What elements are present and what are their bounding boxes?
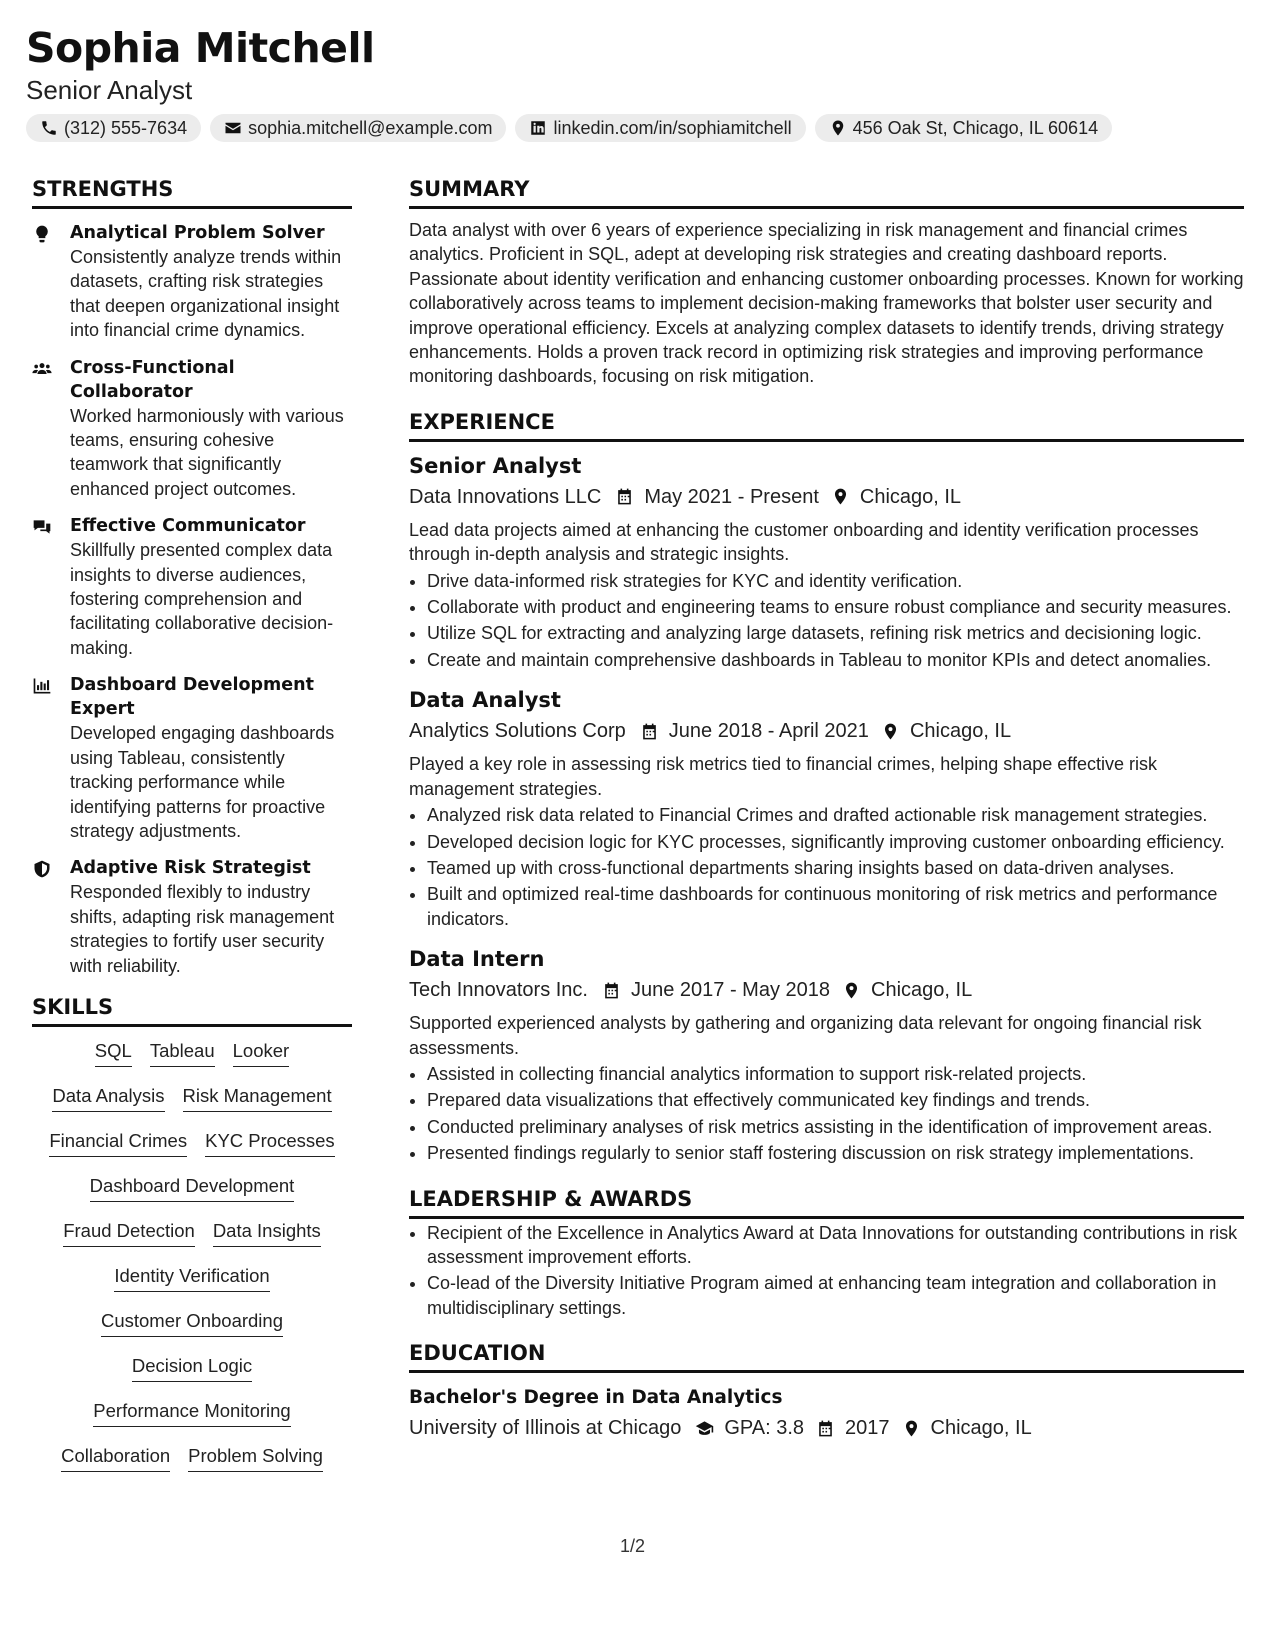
calendar-icon <box>816 1419 835 1438</box>
contact-linkedin[interactable] <box>515 114 805 142</box>
skill-row <box>61 1444 323 1489</box>
education-year: 2017 <box>845 1417 890 1440</box>
list-item: • Presented findings regularly to senior staff fostering discussion on risk strategy implementations. <box>427 1141 1244 1165</box>
strength-title: Cross-Functional Collaborator <box>70 357 235 402</box>
skill-tag: SQL <box>95 1039 132 1067</box>
graduation-cap-icon <box>695 1419 714 1438</box>
skill-tag: Financial Crimes <box>49 1129 187 1157</box>
job-entry <box>409 686 1244 931</box>
skill-tag: Dashboard Development <box>90 1174 295 1202</box>
job-bullets <box>409 803 1244 931</box>
summary-heading: SUMMARY <box>409 174 1244 209</box>
skill-row <box>101 1309 283 1354</box>
job-meta <box>409 975 1244 1005</box>
education-meta <box>409 1413 1244 1443</box>
skill-tag: Data Analysis <box>52 1084 164 1112</box>
left-column <box>32 174 352 1489</box>
list-item: • Collaborate with product and engineering teams to ensure robust compliance and security measures. <box>427 595 1244 619</box>
skill-row <box>90 1174 295 1219</box>
skill-row <box>93 1399 290 1444</box>
skill-tag: Collaboration <box>61 1444 170 1472</box>
job-location: Chicago, IL <box>909 720 1012 743</box>
awards-heading: LEADERSHIP & AWARDS <box>409 1184 1244 1219</box>
strength-item <box>32 514 352 660</box>
job-dates: June 2017 - May 2018 <box>630 979 831 1002</box>
skill-tag: KYC Processes <box>205 1129 335 1157</box>
list-item: • Drive data-informed risk strategies for KYC and identity verification. <box>427 569 1244 593</box>
education-heading: EDUCATION <box>409 1338 1244 1373</box>
map-pin-icon <box>829 119 847 137</box>
skill-tag: Tableau <box>150 1039 215 1067</box>
skill-tag: Fraud Detection <box>63 1219 195 1247</box>
job-company: Data Innovations LLC <box>409 485 602 508</box>
job-dates: May 2021 - Present <box>644 485 819 508</box>
skill-row <box>114 1264 269 1309</box>
contact-email-text: sophia.mitchell@example.com <box>248 117 493 138</box>
job-location: Chicago, IL <box>859 485 962 508</box>
contact-email[interactable] <box>210 114 506 142</box>
list-item: • Developed decision logic for KYC processes, significantly improving customer onboarding efficiency. <box>427 830 1244 854</box>
page-number: 1/2 <box>620 1536 646 1556</box>
job-company: Tech Innovators Inc. <box>409 979 588 1002</box>
strength-item <box>32 221 352 343</box>
education-location: Chicago, IL <box>930 1417 1032 1440</box>
users-icon <box>32 359 52 379</box>
education-gpa: GPA: 3.8 <box>724 1417 805 1440</box>
right-column <box>409 174 1244 1443</box>
job-entry <box>409 452 1244 672</box>
skill-tag: Problem Solving <box>188 1444 323 1472</box>
summary-section <box>409 174 1244 389</box>
education-school: University of Illinois at Chicago <box>409 1417 682 1440</box>
map-pin-icon <box>842 981 861 1000</box>
job-meta <box>409 716 1244 746</box>
skill-tag: Looker <box>233 1039 290 1067</box>
awards-list <box>409 1221 1244 1321</box>
experience-section <box>409 407 1244 1166</box>
list-item: • Co-lead of the Diversity Initiative Program aimed at enhancing team integration and collaboration in multidisciplinary settings. <box>427 1271 1244 1320</box>
strengths-section <box>32 174 352 978</box>
list-item: • Analyzed risk data related to Financial Crimes and drafted actionable risk management strategies. <box>427 803 1244 827</box>
list-item: • Assisted in collecting financial analytics information to support risk-related projects. <box>427 1062 1244 1086</box>
contact-phone[interactable] <box>26 114 201 142</box>
linkedin-icon <box>529 119 547 137</box>
list-item: • Utilize SQL for extracting and analyzing large datasets, refining risk metrics and decisioning logic. <box>427 621 1244 645</box>
comments-icon <box>32 517 52 537</box>
list-item: • Recipient of the Excellence in Analytics Award at Data Innovations for outstanding contributions in risk assessment improvement efforts. <box>427 1221 1244 1270</box>
job-description: Lead data projects aimed at enhancing the customer onboarding and identity verification processes through in-depth analysis and strategic insights. <box>409 519 1199 565</box>
skill-tag: Identity Verification <box>114 1264 269 1292</box>
job-meta <box>409 482 1244 512</box>
map-pin-icon <box>881 722 900 741</box>
skill-row <box>49 1129 334 1174</box>
skills-section <box>32 992 352 1489</box>
strength-description: Skillfully presented complex data insights to diverse audiences, fostering comprehension and facilitating collaborative decision-making. <box>70 540 334 658</box>
skill-tag: Performance Monitoring <box>93 1399 290 1427</box>
job-entry <box>409 945 1244 1165</box>
skill-tag: Customer Onboarding <box>101 1309 283 1337</box>
skills-list <box>32 1039 352 1489</box>
education-degree: Bachelor's Degree in Data Analytics <box>409 1387 783 1409</box>
skill-row <box>52 1084 331 1129</box>
summary-text: Data analyst with over 6 years of experience specializing in risk management and financial crimes analytics. Proficient in SQL, adept at developing risk strategies and creating dashboard reports. Passionate about identity verification and enhancing customer onboarding processes. Known for working collaboratively across teams to implement decision-making frameworks that bolster user security and improve operational efficiency. Excels at analyzing complex datasets to identify trends, driving strategy enhancements. Holds a proven track record in optimizing risk strategies and improving performance monitoring dashboards, focusing on risk mitigation. <box>409 220 1244 387</box>
contact-linkedin-text: linkedin.com/in/sophiamitchell <box>553 117 792 138</box>
skills-heading: SKILLS <box>32 992 352 1027</box>
contact-bar <box>26 114 1256 142</box>
strength-description: Developed engaging dashboards using Tableau, consistently tracking performance while identifying patterns for proactive strategy adjustments. <box>70 723 335 841</box>
calendar-icon <box>640 722 659 741</box>
education-section <box>409 1338 1244 1443</box>
map-pin-icon <box>831 487 850 506</box>
skill-row <box>132 1354 252 1399</box>
phone-icon <box>40 119 58 137</box>
strength-description: Worked harmoniously with various teams, ensuring cohesive teamwork that significantly enhanced project outcomes. <box>70 405 344 499</box>
strength-item <box>32 673 352 843</box>
job-title: Senior Analyst <box>409 453 582 478</box>
skill-row <box>63 1219 321 1264</box>
lightbulb-icon <box>32 224 52 244</box>
shield-icon <box>32 859 52 879</box>
job-description: Supported experienced analysts by gathering and organizing data relevant for ongoing financial risk assessments. <box>409 1013 1202 1058</box>
job-bullets <box>409 569 1244 673</box>
contact-address[interactable] <box>815 114 1113 142</box>
list-item: • Create and maintain comprehensive dashboards in Tableau to monitor KPIs and detect anomalies. <box>427 648 1244 672</box>
skill-tag: Risk Management <box>183 1084 332 1112</box>
strength-title: Adaptive Risk Strategist <box>70 858 311 879</box>
strengths-heading: STRENGTHS <box>32 174 352 209</box>
list-item: • Conducted preliminary analyses of risk metrics assisting in the identification of improvement areas. <box>427 1115 1244 1139</box>
list-item: • Teamed up with cross-functional departments sharing insights based on data-driven analyses. <box>427 856 1244 880</box>
strength-item <box>32 856 352 978</box>
strength-description: Responded flexibly to industry shifts, adapting risk management strategies to fortify user security with reliability. <box>70 882 335 976</box>
skill-row <box>95 1039 289 1084</box>
envelope-icon <box>224 119 242 137</box>
job-location: Chicago, IL <box>871 979 973 1002</box>
candidate-title: Senior Analyst <box>26 75 193 105</box>
job-dates: June 2018 - April 2021 <box>668 720 869 743</box>
strength-title: Dashboard Development Expert <box>70 675 314 720</box>
calendar-icon <box>615 487 634 506</box>
job-title: Data Analyst <box>409 688 561 713</box>
candidate-name: Sophia Mitchell <box>26 24 375 72</box>
strength-title: Analytical Problem Solver <box>70 223 325 243</box>
job-bullets <box>409 1062 1244 1166</box>
calendar-icon <box>602 981 621 1000</box>
strength-description: Consistently analyze trends within datasets, crafting risk strategies that deepen organizational insight into financial crime dynamics. <box>70 247 342 341</box>
list-item: • Prepared data visualizations that effectively communicated key findings and trends. <box>427 1088 1244 1112</box>
strength-title: Effective Communicator <box>70 516 306 537</box>
awards-section <box>409 1184 1244 1321</box>
skill-tag: Decision Logic <box>132 1354 252 1382</box>
job-title: Data Intern <box>409 947 545 972</box>
strength-item <box>32 356 352 502</box>
contact-phone-text: (312) 555-7634 <box>64 117 188 138</box>
job-company: Analytics Solutions Corp <box>409 720 626 743</box>
job-description: Played a key role in assessing risk metrics tied to financial crimes, helping shape effective risk management strategies. <box>409 754 1158 799</box>
contact-address-text: 456 Oak St, Chicago, IL 60614 <box>852 117 1099 138</box>
skill-tag: Data Insights <box>213 1219 321 1247</box>
resume-header <box>26 22 1256 142</box>
experience-heading: EXPERIENCE <box>409 407 1244 442</box>
map-pin-icon <box>902 1419 921 1438</box>
chart-bar-icon <box>32 676 52 696</box>
list-item: • Built and optimized real-time dashboards for continuous monitoring of risk metrics and performance indicators. <box>427 882 1244 931</box>
